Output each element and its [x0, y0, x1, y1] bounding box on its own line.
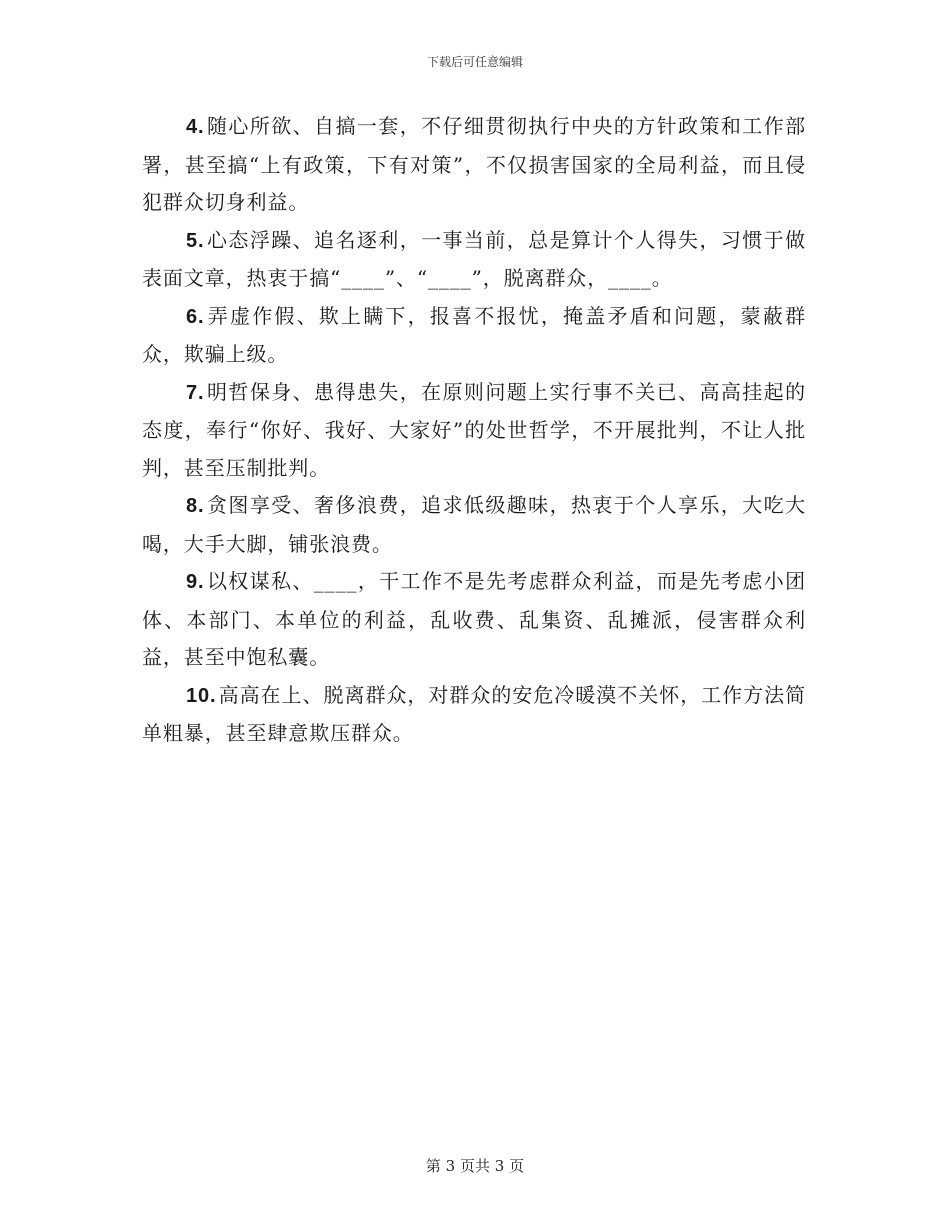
- list-item-9: [142, 563, 806, 677]
- item-text: 高高在上、脱离群众，对群众的安危冷暖漠不关怀，工作方法简单粗暴，甚至肆意欺压群众。: [142, 682, 806, 745]
- item-text: 明哲保身、患得患失，在原则问题上实行事不关已、高高挂起的态度，奉行“你好、我好、大家好”的处世哲学，不开展批判，不让人批判，甚至压制批判。: [142, 379, 806, 480]
- list-item-10: [142, 677, 806, 753]
- item-number: 6.: [186, 305, 205, 328]
- item-number: 4.: [186, 116, 205, 138]
- item-number: 5.: [186, 229, 205, 252]
- item-text: 贪图享受、奢侈浪费，追求低级趣味，热衷于个人享乐，大吃大喝，大手大脚，铺张浪费。: [142, 493, 806, 556]
- list-item-7: [142, 374, 806, 488]
- list-item-8: [142, 487, 806, 563]
- item-text: 弄虚作假、欺上瞒下，报喜不报忧，掩盖矛盾和问题，蒙蔽群众，欺骗上级。: [142, 303, 806, 366]
- item-text: 以权谋私、____，干工作不是先考虑群众利益，而是先考虑小团体、本部门、本单位的利益，乱收费、乱集资、乱摊派，侵害群众利益，甚至中饱私囊。: [142, 569, 806, 669]
- document-body: [142, 108, 806, 753]
- item-text: 随心所欲、自搞一套，不仔细贯彻执行中央的方针政策和工作部署，甚至搞“上有政策，下有对策”，不仅损害国家的全局利益，而且侵犯群众切身利益。: [142, 114, 806, 214]
- item-text: 心态浮躁、追名逐利，一事当前，总是算计个人得失，习惯于做表面文章，热衷于搞“____”、“____”，脱离群众，____。: [142, 227, 806, 290]
- item-number: 10.: [186, 684, 217, 707]
- list-item-4: [142, 108, 806, 222]
- item-number: 9.: [186, 571, 205, 593]
- list-item-6: [142, 298, 806, 374]
- item-number: 8.: [186, 495, 205, 517]
- list-item-5: [142, 222, 806, 298]
- page-footer: 第 3 页共 3 页: [425, 1157, 525, 1175]
- item-number: 7.: [186, 381, 205, 404]
- page-header: 下载后可任意编辑: [426, 55, 523, 69]
